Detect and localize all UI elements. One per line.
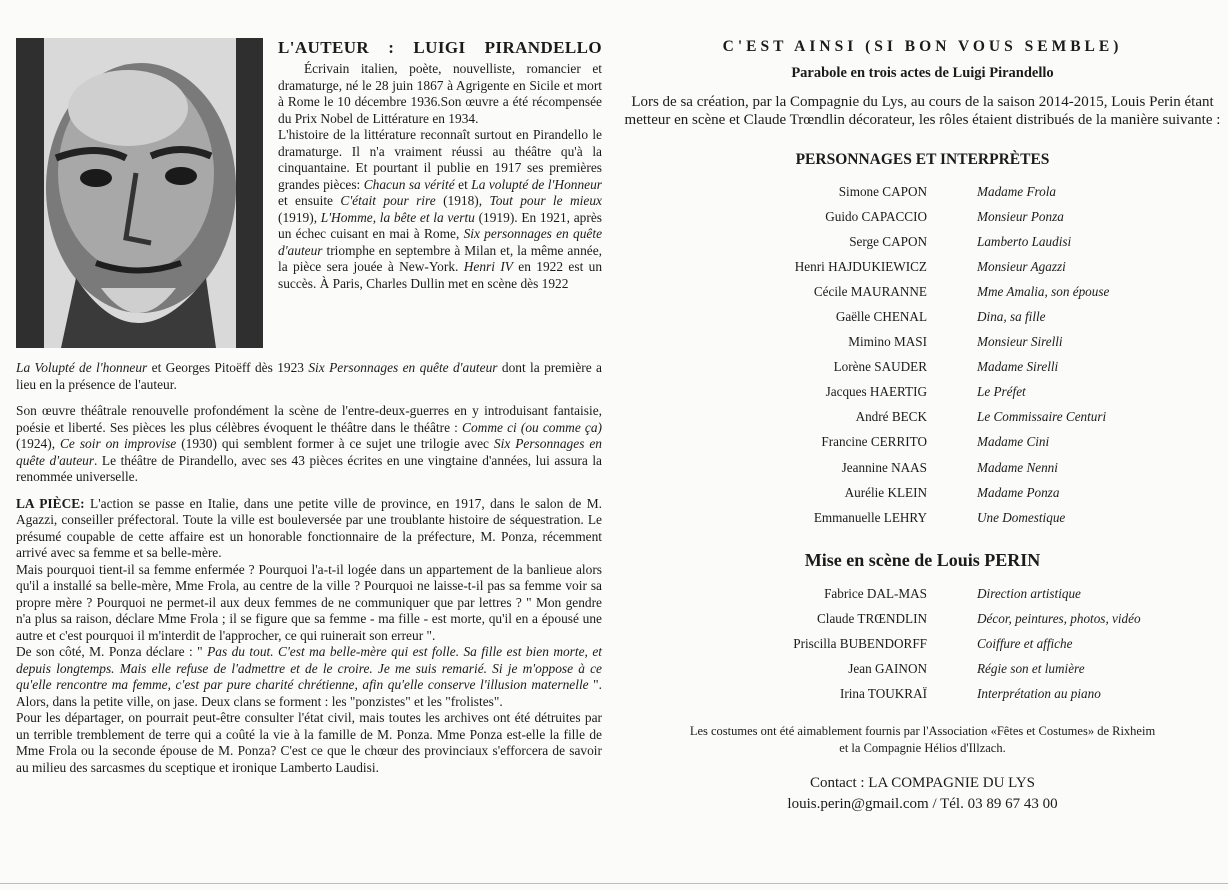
table-row <box>620 229 1225 254</box>
costume-credits <box>620 723 1225 757</box>
table-row <box>620 405 1225 430</box>
play-subtitle: Parabole en trois actes de Luigi Pirandello <box>791 65 1054 81</box>
table-row <box>620 455 1225 480</box>
author-heading: L'AUTEUR : LUIGI PIRANDELLO <box>278 38 602 57</box>
crew-role: Coiffure et affiche <box>977 636 1073 652</box>
work-title: L'Homme, la bête et la vertu <box>320 209 475 225</box>
author-bio-1: Écrivain italien, poète, nouvelliste, romancier et dramaturge, né le 28 juin 1867 à Agrigente en Sicile et mort à Rome le 10 décembre 1936.Son œuvre a été récompensée du Prix Nobel de Littérature en 1934. <box>278 61 602 126</box>
table-row <box>620 581 1225 606</box>
text: (1919). En 1921, après un échec cuisant en mai à Rome, <box>278 209 602 241</box>
piece-paragraph-1 <box>16 496 602 562</box>
spacer <box>16 486 602 496</box>
piece-label: LA PIÈCE: <box>16 495 85 511</box>
cast-heading: PERSONNAGES ET INTERPRÈTES <box>795 151 1050 168</box>
crew-role: Décor, peintures, photos, vidéo <box>977 610 1141 626</box>
text: et Georges Pitoëff dès 1923 <box>147 360 309 375</box>
contact-line-2: louis.perin@gmail.com / Tél. 03 89 67 43 00 <box>787 795 1058 812</box>
text: L'action se passe en Italie, dans une petite ville de province, en 1917, dans le salon de M. Agazzi, conseiller préfectoral. Toute la ville est bouleversée par une troublante histoire de séquestration. Le présumé coupable de cette affaire est un honorable fonctionnaire de la préfecture, M. Ponza, récemment arrivé avec sa femme et sa belle-mère. <box>16 495 602 560</box>
actor-name: Aurélie KLEIN <box>844 484 927 500</box>
work-title: Chacun sa vérité <box>363 176 455 192</box>
actor-name: Jacques HAERTIG <box>825 384 927 400</box>
ponza-quote: Pas du tout. C'est ma belle-mère qui est folle. Sa fille est bien morte, et depuis longtemps. Mais elle refuse de l'admettre et de le croire. Je me suis remarié. Si je m'oppose à ce qu'elle rencontre ma femme, c'est par pure charité chrétienne, afin qu'elle conserve l'illusion maternelle <box>16 644 602 692</box>
character-role: Dina, sa fille <box>977 309 1046 325</box>
work-title: La volupté de l'Honneur <box>471 176 603 192</box>
actor-name: Emmanuelle LEHRY <box>813 509 927 525</box>
table-row <box>620 304 1225 329</box>
credits-line-2: et la Compagnie Hélios d'Illzach. <box>839 740 1006 755</box>
cast-table <box>620 179 1225 530</box>
character-role: Le Commissaire Centuri <box>977 409 1107 425</box>
table-row <box>620 254 1225 279</box>
page-edge-line <box>0 883 1228 884</box>
crew-role: Interprétation au piano <box>977 686 1101 702</box>
character-role: Mme Amalia, son épouse <box>977 283 1110 299</box>
character-role: Lamberto Laudisi <box>977 233 1072 249</box>
actor-name: Lorène SAUDER <box>833 359 927 375</box>
character-role: Le Préfet <box>977 384 1026 400</box>
work-title: Ce soir on improvise <box>60 436 177 451</box>
work-title: La Volupté de l'honneur <box>16 360 148 375</box>
character-role: Monsieur Agazzi <box>977 258 1066 274</box>
work-title: C'était pour rire <box>340 193 436 208</box>
actor-name: Gaëlle CHENAL <box>835 309 927 325</box>
work-title: Comme ci (ou comme ça) <box>462 419 602 435</box>
author-bio-2-end <box>16 360 602 393</box>
piece-paragraph-2: Mais pourquoi tient-il sa femme enfermée ? Pourquoi l'a-t-il logée dans un appartement de la banlieue alors qu'il a installé sa belle-mère, Mme Frola, au centre de la ville ? Pourquoi ne laisse-t-il pas sa femme voir sa propre mère ? Pourquoi ne permet-il aux deux femmes de ne communiquer que par lettres ? " Mon gendre n'a plus sa raison, déclare Mme Frola ; il se figure que sa femme - ma fille - est morte, qu'il en a épousé une autre et c'est pourquoi il m'interdit de l'approcher, ce qui ruinerait son erreur ". <box>16 561 602 643</box>
actor-name: Mimino MASI <box>848 334 927 350</box>
piece-paragraph-3 <box>16 644 602 710</box>
table-row <box>620 505 1225 530</box>
character-role: Madame Cini <box>977 434 1050 450</box>
character-role: Monsieur Ponza <box>977 208 1064 224</box>
credits-line-1: Les costumes ont été aimablement fournis par l'Association «Fêtes et Costumes» de Rixheim <box>689 723 1156 738</box>
table-row <box>620 657 1225 682</box>
text: Son œuvre théâtrale renouvelle profondément la scène de l'entre-deux-guerres en y introduisant fantaisie, poésie et liberté. Ses pièces les plus célèbres évoquent le théâtre dans le théâtre : <box>16 403 602 435</box>
text: (1930) qui semblent former à ce sujet une trilogie avec <box>176 436 494 451</box>
text: triomphe en septembre à Milan et, la même année, la pièce sera jouée à New-York. <box>278 242 602 274</box>
text: ". Alors, dans la petite ville, on jase. Deux clans se forment : les "ponzistes" et les "frolistes". <box>16 677 602 709</box>
text: (1924), <box>16 436 60 451</box>
mise-en-scene-heading: Mise en scène de Louis PERIN <box>804 550 1041 571</box>
creation-intro: Lors de sa création, par la Compagnie du Lys, au cours de la saison 2014-2015, Louis Perin étant metteur en scène et Claude Trœndlin décorateur, les rôles étaient distribués de la manière suivante : <box>624 94 1221 128</box>
actor-name: André BECK <box>855 409 927 425</box>
character-role: Madame Nenni <box>977 459 1058 475</box>
actor-name: Henri HAJDUKIEWICZ <box>794 258 927 274</box>
text: dont la première a lieu en la présence de l'auteur. <box>16 360 602 392</box>
work-title: Tout pour le mieux <box>489 193 602 208</box>
actor-name: Cécile MAURANNE <box>813 283 927 299</box>
actor-name: Simone CAPON <box>838 183 927 199</box>
crew-name: Jean GAINON <box>848 661 927 677</box>
character-role: Madame Frola <box>977 183 1056 199</box>
actor-name: Guido CAPACCIO <box>825 208 927 224</box>
contact-block <box>620 773 1225 815</box>
table-row <box>620 380 1225 405</box>
oeuvre-paragraph <box>16 403 602 486</box>
table-row <box>620 355 1225 380</box>
crew-name: Priscilla BUBENDORFF <box>793 636 927 652</box>
character-role: Une Domestique <box>977 509 1066 525</box>
actor-name: Jeannine NAAS <box>841 459 927 475</box>
author-bio-2-start <box>278 127 602 292</box>
table-row <box>620 480 1225 505</box>
crew-role: Direction artistique <box>977 585 1081 601</box>
table-row <box>620 279 1225 304</box>
table-row <box>620 606 1225 631</box>
text: De son côté, M. Ponza déclare : " <box>16 644 208 659</box>
text: et ensuite <box>278 193 341 208</box>
crew-name: Irina TOUKRAÏ <box>839 686 927 702</box>
crew-table <box>620 581 1225 706</box>
text: (1918), <box>435 193 490 208</box>
spacer <box>16 393 602 403</box>
text: . Le théâtre de Pirandello, avec ses 43 pièces écrites en une vingtaine d'années, lui assura la renommée universelle. <box>16 452 602 484</box>
crew-name: Claude TRŒNDLIN <box>816 610 927 626</box>
actor-name: Serge CAPON <box>849 233 927 249</box>
piece-paragraph-4: Pour les départager, on pourrait peut-être consulter l'état civil, mais toutes les archives ont été détruites par un terrible tremblement de terre qui a coûté la vie à la famille de M. Ponza. Mme Ponza est-elle la fille de Mme Frola ou la seconde épouse de M. Ponza? C'est ce que le chœur des provinciaux s'efforcera de savoir au milieu des sarcasmes du sceptique et ironique Lamberto Laudisi. <box>16 710 602 775</box>
table-row <box>620 430 1225 455</box>
work-title: Six Personnages en quête d'auteur <box>16 436 602 468</box>
contact-line-1: Contact : LA COMPAGNIE DU LYS <box>809 774 1036 791</box>
right-column <box>620 38 1225 815</box>
table-row <box>620 179 1225 204</box>
crew-name: Fabrice DAL-MAS <box>824 585 927 601</box>
author-section <box>278 38 602 292</box>
actor-name: Francine CERRITO <box>821 434 927 450</box>
portrait-illustration <box>16 38 263 348</box>
work-title: Six personnages en quête d'auteur <box>278 226 603 258</box>
text: (1919), <box>278 209 321 225</box>
character-role: Madame Sirelli <box>977 359 1059 375</box>
work-title: Henri IV <box>463 259 513 274</box>
left-continued <box>16 360 602 776</box>
character-role: Madame Ponza <box>977 484 1060 500</box>
work-title: Six Personnages en quête d'auteur <box>308 360 498 375</box>
table-row <box>620 632 1225 657</box>
play-title: C'EST AINSI (SI BON VOUS SEMBLE) <box>722 38 1123 55</box>
crew-role: Régie son et lumière <box>977 661 1085 677</box>
table-row <box>620 204 1225 229</box>
text: et <box>454 176 472 192</box>
author-portrait <box>16 38 263 348</box>
text: en 1922 est un succès. À Paris, Charles Dullin met en scène dès 1922 <box>278 259 603 291</box>
table-row <box>620 682 1225 707</box>
text: L'histoire de la littérature reconnaît surtout en Pirandello le dramaturge. Il n'a vraiment réussi au théâtre qu'à la cinquantaine. Et pourtant il publie en 1917 ses premières grandes pièces: <box>278 127 602 192</box>
character-role: Monsieur Sirelli <box>977 334 1063 350</box>
table-row <box>620 330 1225 355</box>
